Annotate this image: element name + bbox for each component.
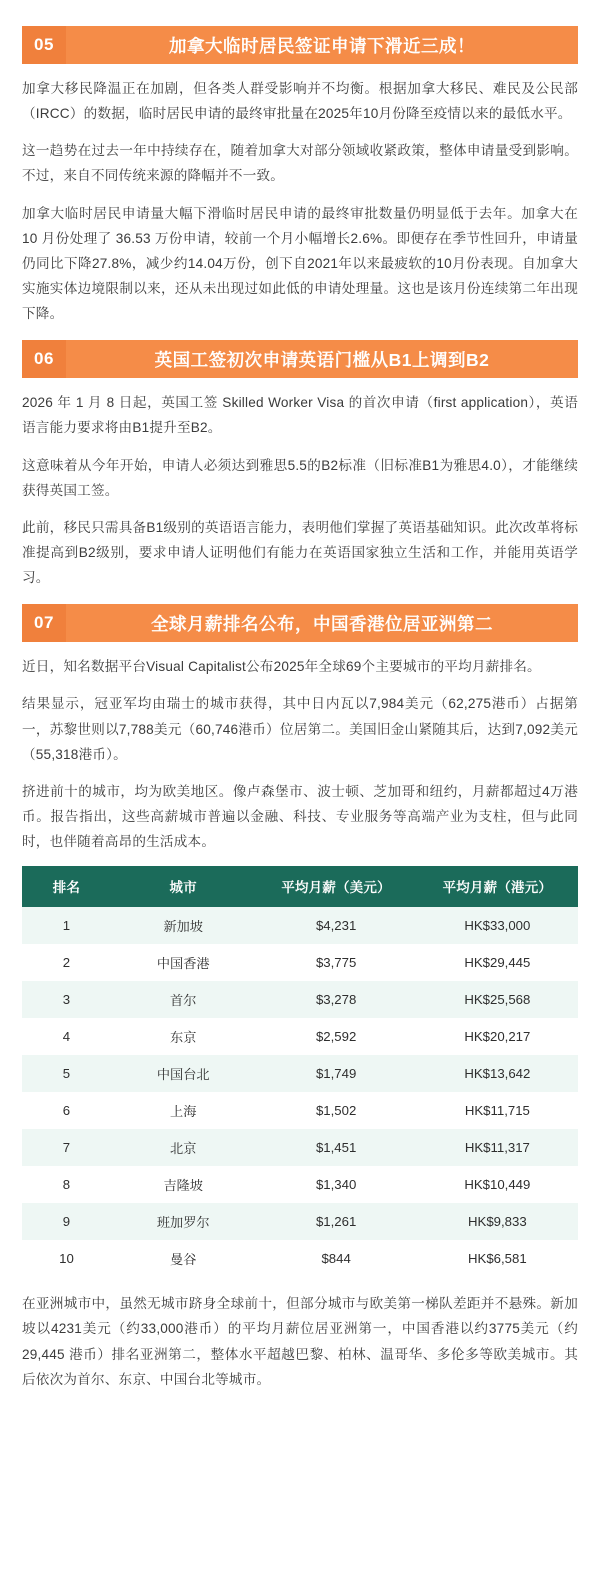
section-number-05: 05 [22,26,66,64]
paragraph: 这意味着从今年开始，申请人必须达到雅思5.5的B2标准（旧标准B1为雅思4.0），才能继续获得英国工签。 [22,457,578,498]
column-header-salary-usd: 平均月薪（美元） [256,866,417,907]
table-row [22,1092,578,1129]
cell-salary-usd: $3,278 [315,992,357,1008]
cell-rank: 8 [62,1177,71,1193]
section-number-07: 07 [22,604,66,642]
cell-rank: 10 [59,1251,74,1267]
cell-city: 曼谷 [170,1252,197,1268]
table-header [22,866,578,907]
cell-salary-usd: $1,502 [315,1103,357,1119]
section-heading-05 [22,26,578,64]
cell-salary-hkd: HK$11,715 [464,1103,530,1119]
table-row [22,1129,578,1166]
paragraph: 近日，知名数据平台Visual Capitalist公布2025年全球69个主要城市的平均月薪排名。 [22,659,541,675]
cell-salary-usd: $4,231 [315,918,357,934]
cell-city: 班加罗尔 [156,1215,210,1231]
table-row [22,1055,578,1092]
cell-salary-hkd: HK$20,217 [464,1029,531,1045]
cell-rank: 9 [62,1214,71,1230]
table-row [22,1203,578,1240]
section-heading-06 [22,340,578,378]
cell-salary-hkd: HK$13,642 [464,1066,531,1082]
section-number-06: 06 [22,340,66,378]
table-row [22,944,578,981]
paragraph: 加拿大移民降温正在加剧，但各类人群受影响并不均衡。根据加拿大移民、难民及公民部（IRCC）的数据，临时居民申请的最终审批量在2025年10月份降至疫情以来的最低水平。 [22,81,578,122]
cell-salary-hkd: HK$6,581 [468,1251,527,1267]
cell-salary-usd: $844 [321,1251,351,1267]
table-row [22,1240,578,1277]
paragraph: 在亚洲城市中，虽然无城市跻身全球前十，但部分城市与欧美第一梯队差距并不悬殊。新加坡以4231美元（约33,000港币）的平均月薪位居亚洲第一，中国香港以约3775美元（约 29,445 港币）排名亚洲第二，整体水平超越巴黎、柏林、温哥华、多伦多等欧美城市。其后依次为首尔、东京、中国台北等城市。 [22,1296,578,1387]
column-header-salary-hkd: 平均月薪（港元） [417,866,578,907]
table-row [22,1166,578,1203]
paragraph: 此前，移民只需具备B1级别的英语语言能力，表明他们掌握了英语基础知识。此次改革将标准提高到B2级别，要求申请人证明他们有能力在英语国家独立生活和工作，并能用英语学习。 [22,519,578,586]
cell-salary-hkd: HK$11,317 [464,1140,530,1156]
cell-salary-hkd: HK$33,000 [464,918,531,934]
table-header-row [22,866,578,907]
cell-city: 首尔 [170,993,197,1009]
cell-salary-usd: $1,261 [315,1214,357,1230]
cell-city: 中国台北 [156,1067,210,1083]
cell-city: 北京 [170,1141,197,1157]
cell-salary-hkd: HK$25,568 [464,992,531,1008]
paragraph: 这一趋势在过去一年中持续存在，随着加拿大对部分领域收紧政策，整体申请量受到影响。不过，来自不同传统来源的降幅并不一致。 [22,143,578,184]
cell-salary-hkd: HK$29,445 [464,955,531,971]
cell-city: 上海 [170,1104,197,1120]
paragraph: 2026 年 1 月 8 日起，英国工签 Skilled Worker Visa 的首次申请（first application），英语语言能力要求将由B1提升至B2。 [22,395,578,436]
cell-salary-usd: $3,775 [315,955,357,971]
paragraph: 加拿大临时居民申请量大幅下滑临时居民申请的最终审批数量仍明显低于去年。加拿大在 10 月份处理了 36.53 万份申请，较前一个月小幅增长2.6%。即便存在季节性回升，申请量仍同比下降27.8%，减少约14.04万份，创下自2021年以来最疲软的10月份表现。自加拿大实施实体边境限制以来，还从未出现过如此低的申请处理量。这也是该月份连续第二年出现下降。 [22,205,578,322]
section-title-06: 英国工签初次申请英语门槛从B1上调到B2 [66,340,578,378]
cell-city: 中国香港 [156,956,210,972]
cell-salary-usd: $1,340 [315,1177,357,1193]
column-header-city: 城市 [111,866,256,907]
cell-rank: 5 [62,1066,71,1082]
section-title-07: 全球月薪排名公布，中国香港位居亚洲第二 [66,604,578,642]
salary-ranking-table [22,866,578,1277]
cell-salary-usd: $2,592 [315,1029,357,1045]
table-row [22,907,578,944]
section-heading-07 [22,604,578,642]
column-header-rank: 排名 [22,866,111,907]
table-row [22,981,578,1018]
table-row [22,1018,578,1055]
cell-city: 新加坡 [163,919,203,935]
cell-salary-hkd: HK$9,833 [468,1214,527,1230]
paragraph: 结果显示，冠亚军均由瑞士的城市获得，其中日内瓦以7,984美元（62,275港币）占据第一，苏黎世则以7,788美元（60,746港币）位居第二。美国旧金山紧随其后，达到7,092美元（55,318港币）。 [22,696,578,762]
cell-rank: 3 [62,992,71,1008]
cell-salary-hkd: HK$10,449 [464,1177,531,1193]
cell-rank: 4 [62,1029,71,1045]
cell-city: 吉隆坡 [163,1178,203,1194]
salary-ranking-table-wrapper [22,866,578,1277]
cell-rank: 2 [62,955,71,971]
cell-city: 东京 [170,1030,197,1046]
cell-rank: 1 [62,918,71,934]
cell-rank: 7 [62,1140,71,1156]
paragraph: 挤进前十的城市，均为欧美地区。像卢森堡市、波士顿、芝加哥和纽约，月薪都超过4万港币。报告指出，这些高薪城市普遍以金融、科技、专业服务等高端产业为支柱，但与此同时，也伴随着高昂的生活成本。 [22,783,578,850]
section-title-05: 加拿大临时居民签证申请下滑近三成！ [66,26,578,64]
table-body [22,907,578,1277]
cell-salary-usd: $1,749 [315,1066,357,1082]
cell-salary-usd: $1,451 [315,1140,357,1156]
cell-rank: 6 [62,1103,71,1119]
